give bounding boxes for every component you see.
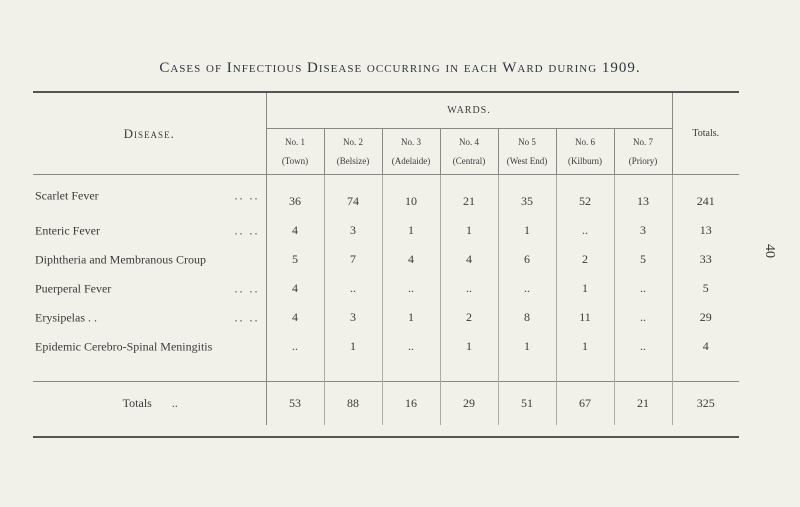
ward-4-value: 1: [440, 332, 498, 361]
table-row: [33, 274, 739, 303]
ward-7-value: 3: [614, 216, 672, 245]
ward-name: (Adelaide): [391, 155, 431, 166]
row-total: 325: [672, 382, 739, 426]
ward-2-value: ..: [324, 274, 382, 303]
ward-7-value: 21: [614, 382, 672, 426]
leader-dots: ..: [171, 396, 178, 410]
ward-number: No 5: [518, 136, 536, 147]
leader-dots: .. ..: [234, 223, 260, 237]
table-title: Cases of Infectious Disease occurring in each Ward during 1909.: [159, 60, 641, 76]
ward-3-value: 1: [382, 303, 440, 332]
ward-header-1: [266, 129, 324, 175]
ward-3-value: 16: [382, 382, 440, 426]
ward-number: No. 7: [633, 136, 653, 147]
spacer-cell: [324, 361, 382, 382]
spacer-cell: [498, 361, 556, 382]
ward-5-value: 35: [498, 175, 556, 217]
disease-cell: [33, 216, 266, 245]
row-total: 4: [702, 339, 709, 353]
ward-name: (Priory): [628, 155, 658, 166]
table-row: [33, 216, 739, 245]
ward-number: No. 4: [459, 136, 479, 147]
ward-name: (Kilburn): [568, 155, 602, 166]
ward-6-value: 2: [556, 245, 614, 274]
ward-1-value: ..: [266, 332, 324, 361]
ward-5-value: 8: [498, 303, 556, 332]
ward-4-value: 29: [440, 382, 498, 426]
ward-5-value: 1: [498, 332, 556, 361]
ward-5-value: 6: [498, 245, 556, 274]
ward-7-value: ..: [614, 303, 672, 332]
ward-header-2: [324, 129, 382, 175]
ward-number: No. 3: [401, 136, 421, 147]
spacer-cell: [33, 361, 266, 382]
disease-name: Erysipelas . .: [35, 310, 97, 324]
ward-2-value: 74: [324, 175, 382, 217]
row-total: 29: [699, 310, 712, 324]
disease-cell: [33, 245, 266, 274]
row-total: 33: [699, 252, 712, 266]
ward-name: (West End): [506, 155, 548, 166]
ward-2-value: 1: [324, 332, 382, 361]
ward-number: No. 6: [575, 136, 595, 147]
disease-cell: [33, 274, 266, 303]
leader-dots: .. ..: [234, 310, 260, 324]
ward-5-value: ..: [498, 274, 556, 303]
disease-name: Epidemic Cerebro-Spinal Meningitis: [35, 339, 213, 353]
spacer-cell: [382, 361, 440, 382]
totals-label: Totals: [122, 396, 152, 410]
spacer-row: [33, 361, 739, 382]
ward-number: No. 2: [343, 136, 363, 147]
leader-dots: .. ..: [234, 281, 260, 295]
ward-2-value: 3: [324, 303, 382, 332]
disease-header: Disease.: [33, 93, 266, 175]
ward-1-value: 36: [266, 175, 324, 217]
spacer-cell: [672, 361, 739, 382]
ward-6-value: 67: [556, 382, 614, 426]
ward-header-3: [382, 129, 440, 175]
table-row: [33, 175, 739, 217]
disease-cell: [33, 175, 266, 217]
spacer-cell: [556, 361, 614, 382]
ward-1-value: 5: [266, 245, 324, 274]
ward-7-value: 5: [614, 245, 672, 274]
disease-name: Enteric Fever: [35, 223, 100, 237]
ward-6-value: 11: [556, 303, 614, 332]
ward-2-value: 88: [324, 382, 382, 426]
ward-6-value: ..: [556, 216, 614, 245]
ward-7-value: ..: [614, 274, 672, 303]
ward-3-value: 10: [382, 175, 440, 217]
ward-5-value: 51: [498, 382, 556, 426]
ward-1-value: 4: [266, 303, 324, 332]
ward-2-value: 7: [324, 245, 382, 274]
ward-1-value: 53: [266, 382, 324, 426]
totals-row: [33, 382, 739, 426]
wards-header: WARDS.: [266, 93, 672, 129]
ward-header-4: [440, 129, 498, 175]
spacer-cell: [440, 361, 498, 382]
table-row: [33, 245, 739, 274]
spacer-cell: [266, 361, 324, 382]
ward-4-value: 21: [440, 175, 498, 217]
ward-2-value: 3: [324, 216, 382, 245]
ward-name: (Town): [281, 155, 309, 166]
disease-name: Diphtheria and Membranous Croup: [35, 252, 206, 266]
table-row: [33, 332, 739, 361]
ward-header-6: [556, 129, 614, 175]
ward-6-value: 1: [556, 332, 614, 361]
ward-number: No. 1: [285, 136, 305, 147]
disease-cell: [33, 332, 266, 361]
page-number: 40: [762, 244, 777, 258]
table-row: [33, 303, 739, 332]
leader-dots: .. ..: [234, 188, 260, 202]
ward-5-value: 1: [498, 216, 556, 245]
row-total: 241: [696, 194, 715, 208]
ward-header-7: [614, 129, 672, 175]
disease-name: Scarlet Fever: [35, 188, 99, 202]
ward-name: (Belsize): [336, 155, 370, 166]
ward-name: (Central): [452, 155, 486, 166]
totals-label-cell: [33, 382, 266, 426]
ward-4-value: ..: [440, 274, 498, 303]
disease-table: [33, 91, 739, 438]
row-total: 13: [699, 223, 712, 237]
row-total: 5: [702, 281, 709, 295]
ward-7-value: ..: [614, 332, 672, 361]
ward-header-5: [498, 129, 556, 175]
ward-3-value: 4: [382, 245, 440, 274]
ward-4-value: 2: [440, 303, 498, 332]
ward-1-value: 4: [266, 274, 324, 303]
ward-4-value: 4: [440, 245, 498, 274]
ward-3-value: 1: [382, 216, 440, 245]
ward-6-value: 52: [556, 175, 614, 217]
ward-3-value: ..: [382, 332, 440, 361]
ward-7-value: 13: [614, 175, 672, 217]
disease-name: Puerperal Fever: [35, 281, 112, 295]
disease-cell: [33, 303, 266, 332]
totals-header: Totals.: [672, 93, 739, 175]
ward-4-value: 1: [440, 216, 498, 245]
ward-3-value: ..: [382, 274, 440, 303]
ward-6-value: 1: [556, 274, 614, 303]
ward-1-value: 4: [266, 216, 324, 245]
spacer-cell: [614, 361, 672, 382]
